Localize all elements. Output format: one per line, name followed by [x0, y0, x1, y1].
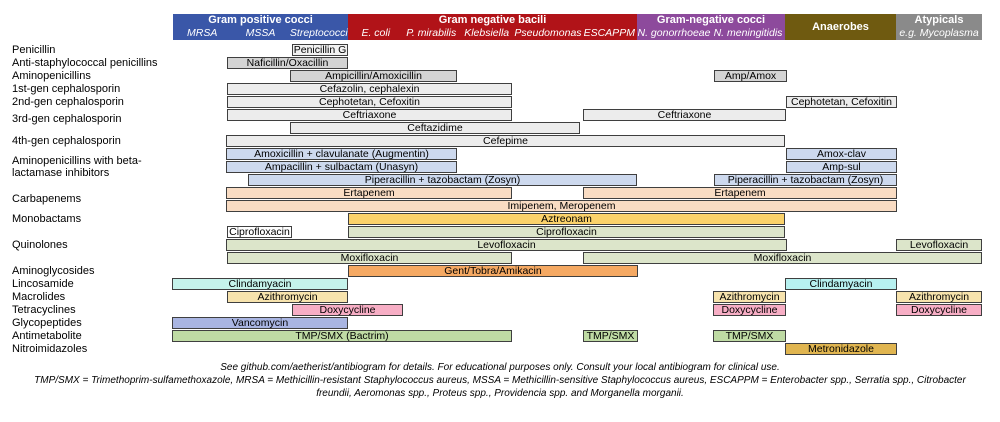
- coverage-bar: Amp-sul: [786, 161, 897, 173]
- coverage-bar: Azithromycin: [896, 291, 982, 303]
- coverage-bar: TMP/SMX: [713, 330, 786, 342]
- coverage-bar: Ciprofloxacin: [227, 226, 292, 238]
- organism-column-label: e.g. Mycoplasma: [899, 27, 979, 39]
- coverage-bar: Amp/Amox: [714, 70, 787, 82]
- coverage-bar: Azithromycin: [713, 291, 786, 303]
- footer-abbreviations: TMP/SMX = Trimethoprim-sulfamethoxazole, MRSA = Methicillin-resistant Staphylococcus aureus, MSSA = Methicillin-sensitive Staphylococcus aureus, ESCAPPM = Enterobacter spp., Serratia spp., Citrobacter: [34, 375, 966, 386]
- coverage-bar: Ampicillin/Amoxicillin: [290, 70, 457, 82]
- antibiotic-class-label: Aminopenicillins with beta-: [12, 155, 142, 167]
- coverage-bar: Clindamyacin: [785, 278, 897, 290]
- coverage-bar: Ciprofloxacin: [348, 226, 785, 238]
- coverage-bar: Piperacillin + tazobactam (Zosyn): [248, 174, 637, 186]
- coverage-bar: Cefazolin, cephalexin: [227, 83, 512, 95]
- organism-group-label: Anaerobes: [812, 21, 869, 33]
- organism-column-label: E. coli: [361, 27, 391, 39]
- coverage-bar: TMP/SMX: [583, 330, 638, 342]
- antibiotic-class-label: Penicillin: [12, 44, 56, 56]
- coverage-bar: Amoxicillin + clavulanate (Augmentin): [226, 148, 457, 160]
- organism-group-header: [785, 14, 896, 40]
- coverage-bar: Metronidazole: [785, 343, 897, 355]
- footer-abbreviations-continued: freundii, Aeromonas spp., Proteus spp., Providencia spp. and Morganella morganii.: [316, 388, 684, 399]
- coverage-bar: TMP/SMX (Bactrim): [172, 330, 512, 342]
- coverage-bar: Gent/Tobra/Amikacin: [348, 265, 638, 277]
- organism-column-label: MSSA: [245, 27, 276, 39]
- antibiotic-class-label: 2nd-gen cephalosporin: [12, 96, 124, 108]
- coverage-bar: Imipenem, Meropenem: [226, 200, 897, 212]
- organism-column-label: ESCAPPM: [583, 27, 635, 39]
- coverage-bar: Ceftriaxone: [227, 109, 512, 121]
- coverage-bar: Ertapenem: [226, 187, 512, 199]
- organism-group-header: [348, 14, 637, 40]
- coverage-bar: Cefepime: [226, 135, 785, 147]
- coverage-bar: Amox-clav: [786, 148, 897, 160]
- organism-group-label: Gram negative bacili: [438, 14, 547, 26]
- coverage-bar: Aztreonam: [348, 213, 785, 225]
- antibiotic-class-label: Quinolones: [12, 239, 68, 251]
- coverage-bar: Doxycycline: [896, 304, 982, 316]
- coverage-bar: Ertapenem: [583, 187, 897, 199]
- coverage-bar: Cephotetan, Cefoxitin: [227, 96, 512, 108]
- organism-group-label: Gram positive cocci: [208, 14, 313, 26]
- coverage-bar: Piperacillin + tazobactam (Zosyn): [714, 174, 897, 186]
- coverage-bar: Ceftazidime: [290, 122, 580, 134]
- antibiotic-class-label: 1st-gen cephalosporin: [12, 83, 121, 95]
- organism-column-label: N. gonorrhoeae: [637, 27, 711, 39]
- organism-group-header: [896, 14, 982, 40]
- antibiotic-class-label: Lincosamide: [12, 278, 74, 290]
- antibiotic-class-label: Nitroimidazoles: [12, 343, 88, 355]
- antibiotic-class-label: Aminoglycosides: [12, 265, 95, 277]
- coverage-bar: Clindamyacin: [172, 278, 348, 290]
- antibiotic-class-label: Anti-staphylococcal penicillins: [12, 57, 158, 69]
- coverage-bar: Moxifloxacin: [227, 252, 512, 264]
- antibiotic-class-label: 4th-gen cephalosporin: [12, 135, 121, 147]
- coverage-bar: Moxifloxacin: [583, 252, 982, 264]
- coverage-bar: Vancomycin: [172, 317, 348, 329]
- organism-group-label: Atypicals: [914, 14, 964, 26]
- organism-column-label: Streptococci: [289, 27, 348, 39]
- antibiotic-class-label: Carbapenems: [12, 193, 82, 205]
- antibiotic-class-label: 3rd-gen cephalosporin: [12, 113, 122, 125]
- coverage-bar: Azithromycin: [227, 291, 348, 303]
- organism-group-label: Gram-negative cocci: [656, 14, 766, 26]
- organism-group-header: [637, 14, 785, 40]
- coverage-bar: Doxycycline: [292, 304, 403, 316]
- organism-column-label: Pseudomonas: [514, 27, 582, 39]
- coverage-bar: Cephotetan, Cefoxitin: [786, 96, 897, 108]
- antibiotic-class-label: lactamase inhibitors: [12, 167, 110, 179]
- organism-column-label: N. meningitidis: [713, 27, 783, 39]
- antibiotic-class-label: Aminopenicillins: [12, 70, 91, 82]
- coverage-bar: Doxycycline: [713, 304, 786, 316]
- coverage-bar: Ceftriaxone: [583, 109, 786, 121]
- organism-column-label: MRSA: [186, 27, 218, 39]
- antibiotic-class-label: Glycopeptides: [12, 317, 82, 329]
- antibiotic-class-label: Antimetabolite: [12, 330, 82, 342]
- coverage-bar: Naficillin/Oxacillin: [227, 57, 348, 69]
- coverage-bar: Levofloxacin: [896, 239, 982, 251]
- organism-group-header: [173, 14, 348, 40]
- coverage-bar: Levofloxacin: [226, 239, 787, 251]
- footer-note: See github.com/aetherist/antibiogram for details. For educational purposes only. Consult your local antibiogram for clinical use.: [220, 362, 780, 373]
- antibiotic-class-label: Tetracyclines: [12, 304, 76, 316]
- antibiotic-class-label: Monobactams: [12, 213, 82, 225]
- organism-column-label: P. mirabilis: [406, 27, 457, 39]
- coverage-bar: Penicillin G: [293, 43, 347, 56]
- coverage-bar: Ampacillin + sulbactam (Unasyn): [226, 161, 457, 173]
- antibiotic-class-label: Macrolides: [12, 291, 66, 303]
- organism-column-label: Klebsiella: [464, 27, 510, 39]
